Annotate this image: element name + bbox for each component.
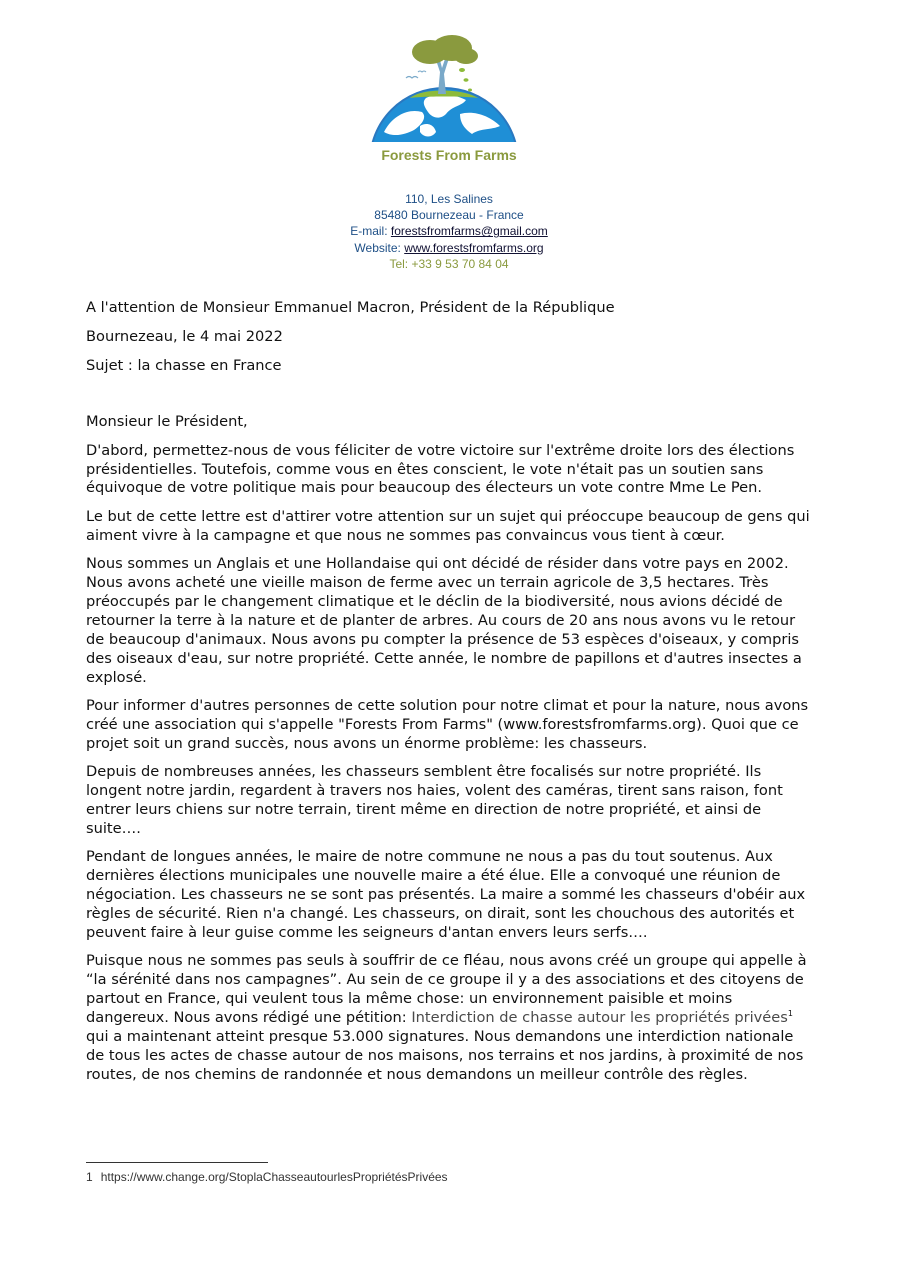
- tree-globe-icon: [362, 34, 528, 146]
- email-row: [0, 223, 898, 239]
- logo: [362, 34, 528, 146]
- paragraph-3: Nous sommes un Anglais et une Hollandaise qui ont décidé de résider dans votre pays en 2002. Nous avons acheté une vieille maison de ferme avec un terrain agricole de 3,5 hectares. Très préoccupés par le changement climatique et le déclin de la biodiversité, nous avions décidé de retourner la terre à la nature et de planter de arbres. Au cours de 20 ans nous avons vu le retour de beaucoup d'animaux. Nous avons pu compter la présence de 53 espèces d'oiseaux, y compris des oiseaux d'eau, sur notre propriété. Cette année, le nombre de papillons et d'autres insectes a explosé.: [86, 555, 802, 686]
- paragraph-4: Pour informer d'autres personnes de cette solution pour notre climat et pour la nature, nous avons créé une association qui s'appelle "Forests From Farms" (www.forestsfromfarms.org). Quoi que ce projet soit un grand succès, nous avons un énorme problème: les chasseurs.: [86, 697, 809, 752]
- paragraph-5: Depuis de nombreuses années, les chasseurs semblent être focalisés sur notre propriété. Ils longent notre jardin, regardent à travers nos haies, volent des caméras, tirent sans raison, font entrer leurs chiens sur notre terrain, tirent même en direction de notre propriété, et ainsi de suite….: [86, 763, 783, 837]
- paragraph-6: Pendant de longues années, le maire de notre commune ne nous a pas du tout soutenus. Aux dernières élections municipales une nouvelle maire a été élue. Elle a convoqué une réunion de négociation. Les chasseurs ne se sont pas présentés. La maire a sommé les chasseurs d'obéir aux règles de sécurité. Rien n'a changé. Les chasseurs, on dirait, sont les chouchous des autorités et peuvent faire à leur guise comme les seigneurs d'antan envers leurs serfs….: [86, 848, 806, 941]
- paragraph-7-end: qui a maintenant atteint presque 53.000 signatures. Nous demandons une interdiction nationale de tous les actes de chasse autour de nos maisons, nos terrains et nos jardins, à proximité de nos routes, de nos chemins de randonnée et nous demandons un meilleur contrôle des règles.: [86, 1028, 804, 1083]
- paragraph-7: [86, 952, 814, 1084]
- address-line-2: 85480 Bournezeau - France: [374, 208, 524, 223]
- subject-line: Sujet : la chasse en France: [86, 356, 282, 374]
- phone-number: Tel: +33 9 53 70 84 04: [389, 256, 509, 271]
- email-label: E-mail:: [350, 224, 391, 239]
- paragraph-7-start: Puisque nous ne sommes pas seuls à souffrir de ce fléau, nous avons créé un groupe qui appelle à “la sérénité dans nos campagnes”. Au sein de ce groupe il y a des associations et des citoyens de partout en France, qui veulent tous la même chose: un environnement paisible et moins dangereux. Nous avons rédigé une pétition:: [86, 952, 807, 1027]
- email-link[interactable]: forestsfromfarms@gmail.com: [390, 224, 548, 239]
- address-block: [0, 191, 898, 272]
- paragraph-1: D'abord, permettez-nous de vous féliciter de votre victoire sur l'extrême droite lors des élections présidentielles. Toutefois, comme vous en êtes conscient, le vote n'était pas un soutien sans équivoque de votre politique mais pour beaucoup des électeurs un vote contre Mme Le Pen.: [86, 441, 795, 497]
- website-label: Website:: [354, 240, 405, 255]
- footnote-divider: [86, 1162, 268, 1163]
- petition-title: Interdiction de chasse autour les propriétés privées: [411, 1009, 788, 1027]
- recipient-line: A l'attention de Monsieur Emmanuel Macron, Président de la République: [86, 299, 615, 316]
- footnote: [86, 1170, 448, 1184]
- paragraph-2: Le but de cette lettre est d'attirer votre attention sur un sujet qui préoccupe beaucoup de gens qui aiment vivre à la campagne et que nous ne sommes pas convaincus vous tient à cœur.: [86, 507, 810, 544]
- salutation: Monsieur le Président,: [86, 412, 248, 430]
- website-link[interactable]: www.forestsfromfarms.org: [404, 240, 544, 255]
- letter-body: [86, 299, 814, 1094]
- org-name: Forests From Farms: [381, 147, 517, 163]
- footnote-ref: 1: [787, 1009, 793, 1019]
- address-line-1: 110, Les Salines: [405, 192, 493, 206]
- place-date-line: Bournezeau, le 4 mai 2022: [86, 327, 283, 345]
- website-row: [0, 240, 898, 256]
- footnote-url: https://www.change.org/StoplaChasseautourlesPropriétésPrivées: [100, 1170, 448, 1184]
- footnote-number: 1: [86, 1170, 93, 1184]
